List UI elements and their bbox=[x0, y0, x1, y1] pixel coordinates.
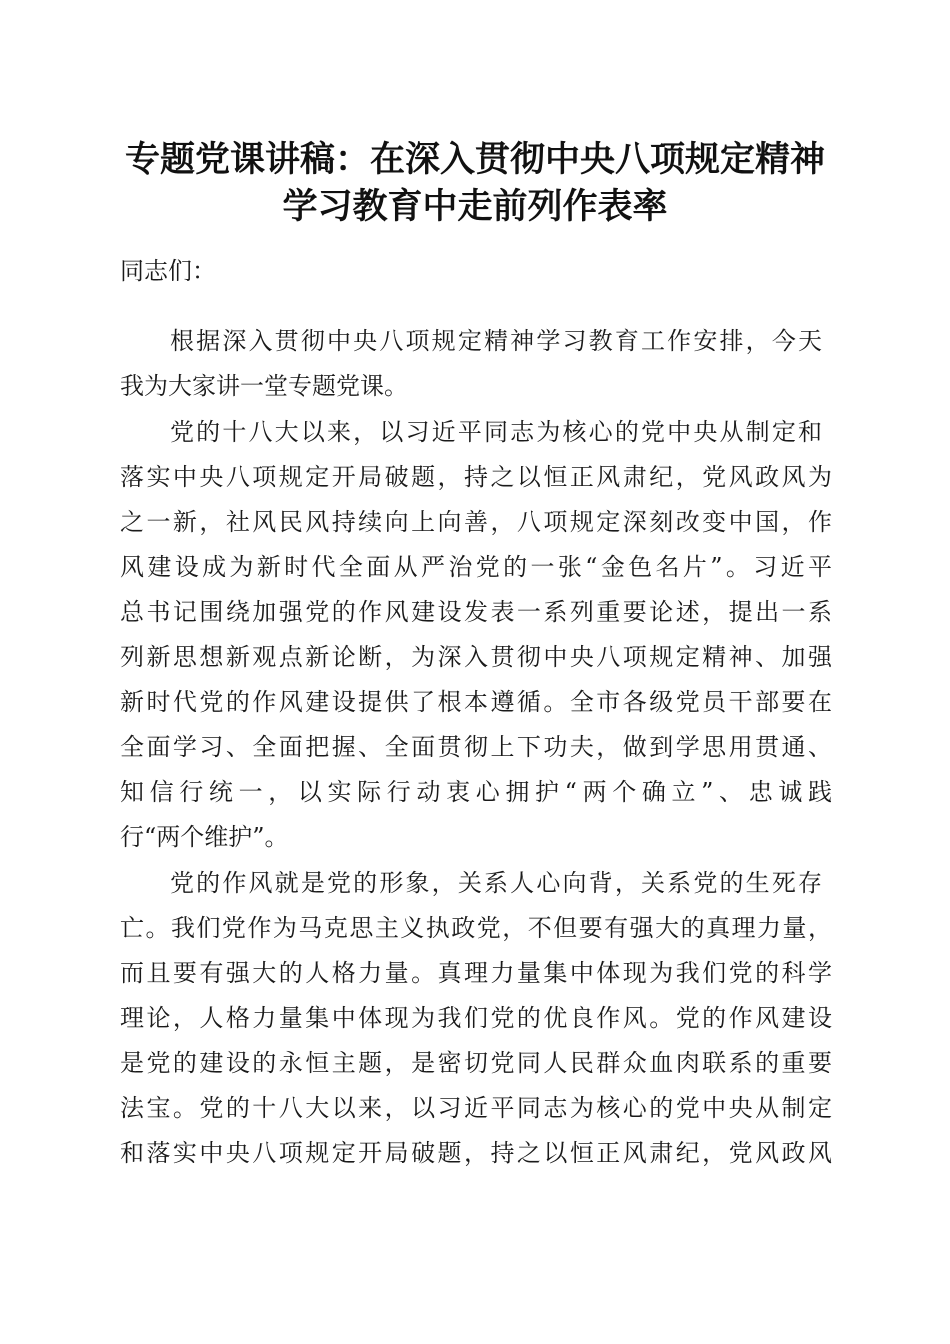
paragraph-3-line: 是党的建设的永恒主题，是密切党同人民群众血肉联系的重要 bbox=[120, 1049, 832, 1077]
paragraph-2-line: 新时代党的作风建设提供了根本遵循。全市各级党员干部要在 bbox=[120, 688, 832, 716]
paragraph-2-line: 落实中央八项规定开局破题，持之以恒正风肃纪，党风政风为 bbox=[120, 463, 832, 491]
document-title-line-2: 学习教育中走前列作表率 bbox=[282, 186, 668, 227]
paragraph-2-line: 全面学习、全面把握、全面贯彻上下功夫，做到学思用贯通、 bbox=[120, 733, 832, 761]
paragraph-1-line: 根据深入贯彻中央八项规定精神学习教育工作安排，今天 bbox=[170, 327, 822, 355]
paragraph-2-line: 行“两个维护”。 bbox=[120, 823, 289, 851]
paragraph-2-line: 风建设成为新时代全面从严治党的一张“金色名片”。习近平 bbox=[120, 553, 832, 581]
paragraph-1-line: 我为大家讲一堂专题党课。 bbox=[120, 372, 408, 400]
paragraph-3-line: 而且要有强大的人格力量。真理力量集中体现为我们党的科学 bbox=[120, 959, 832, 987]
paragraph-3-line: 理论，人格力量集中体现为我们党的优良作风。党的作风建设 bbox=[120, 1004, 832, 1032]
salutation: 同志们： bbox=[120, 257, 216, 285]
paragraph-2-line: 之一新，社风民风持续向上向善，八项规定深刻改变中国，作 bbox=[120, 508, 832, 536]
paragraph-2-line: 列新思想新观点新论断，为深入贯彻中央八项规定精神、加强 bbox=[120, 643, 832, 671]
paragraph-3-line: 亡。我们党作为马克思主义执政党，不但要有强大的真理力量， bbox=[120, 914, 832, 942]
paragraph-3-line: 法宝。党的十八大以来，以习近平同志为核心的党中央从制定 bbox=[120, 1094, 832, 1122]
paragraph-2-line: 总书记围绕加强党的作风建设发表一系列重要论述，提出一系 bbox=[120, 598, 832, 626]
paragraph-2-line: 知信行统一，以实际行动衷心拥护“两个确立”、忠诚践 bbox=[120, 778, 832, 806]
document-title-line-1: 专题党课讲稿：在深入贯彻中央八项规定精神 bbox=[124, 139, 825, 180]
paragraph-3-line: 党的作风就是党的形象，关系人心向背，关系党的生死存 bbox=[170, 869, 822, 897]
paragraph-2-line: 党的十八大以来，以习近平同志为核心的党中央从制定和 bbox=[170, 418, 822, 446]
paragraph-3-line: 和落实中央八项规定开局破题，持之以恒正风肃纪，党风政风 bbox=[120, 1139, 832, 1167]
